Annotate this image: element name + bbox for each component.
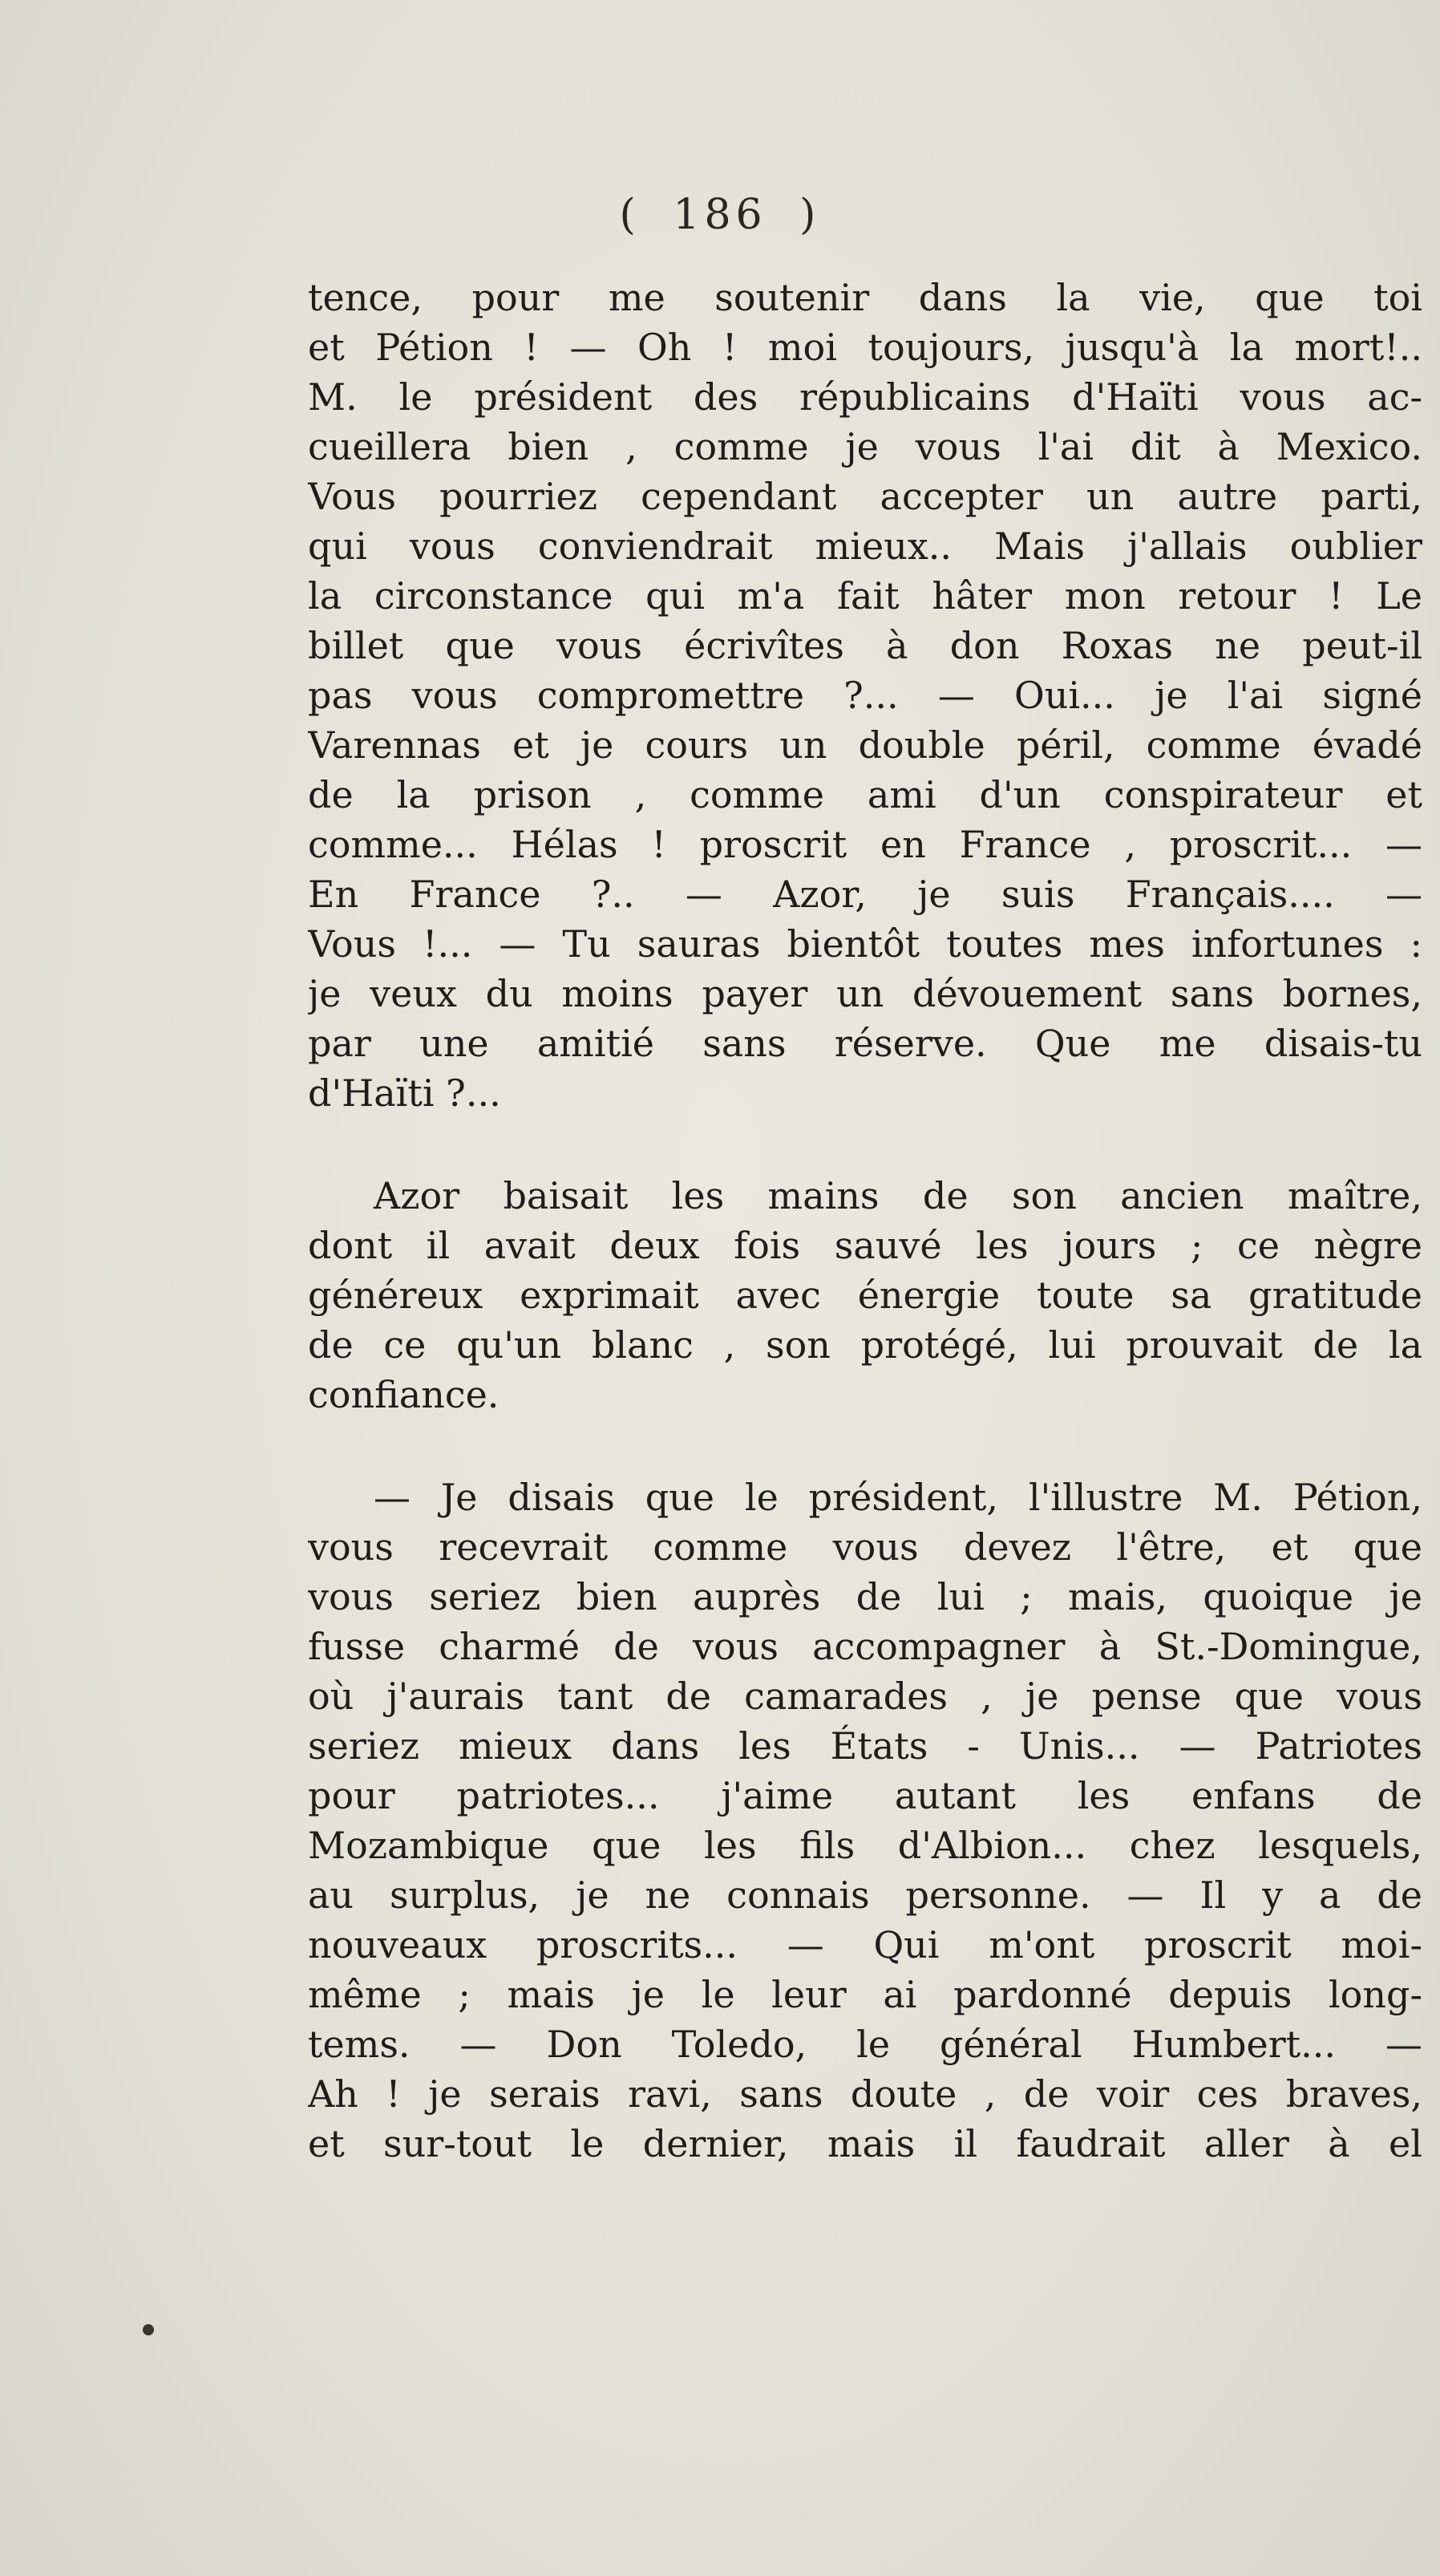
text-line: nouveaux proscrits... — Qui m'ont proscrit moi-	[308, 1923, 1422, 1966]
text-line: et Pétion ! — Oh ! moi toujours, jusqu'à la mort!..	[308, 326, 1422, 369]
text-line: vous seriez bien auprès de lui ; mais, quoique je	[308, 1575, 1422, 1618]
text-line: pour patriotes... j'aime autant les enfans de	[308, 1774, 1422, 1817]
ink-speck	[143, 2324, 154, 2335]
paragraph-2	[308, 1171, 1422, 1420]
text-line: fusse charmé de vous accompagner à St.-Domingue,	[308, 1625, 1422, 1668]
text-line: — Je disais que le président, l'illustre M. Pétion,	[374, 1476, 1422, 1519]
text-line: seriez mieux dans les États - Unis... — Patriotes	[308, 1724, 1422, 1768]
text-line: Varennas et je cours un double péril, comme évadé	[308, 723, 1422, 767]
text-line: M. le président des républicains d'Haïti vous ac-	[308, 375, 1422, 419]
paragraph-3	[308, 1472, 1422, 2169]
text-line: dont il avait deux fois sauvé les jours ; ce nègre	[308, 1224, 1422, 1267]
text-line: En France ?.. — Azor, je suis Français.... —	[308, 873, 1422, 916]
text-line: même ; mais je le leur ai pardonné depuis long-	[308, 1973, 1422, 2016]
text-line: de ce qu'un blanc , son protégé, lui prouvait de la	[308, 1323, 1422, 1367]
text-line: généreux exprimait avec énergie toute sa gratitude	[308, 1274, 1422, 1317]
text-line: tems. — Don Toledo, le général Humbert... —	[308, 2023, 1422, 2066]
text-line: confiance.	[308, 1373, 500, 1416]
paragraph-gap	[308, 1118, 1422, 1171]
text-line: pas vous compromettre ?... — Oui... je l'ai signé	[308, 674, 1422, 717]
text-line: qui vous conviendrait mieux.. Mais j'allais oublier	[308, 525, 1422, 568]
text-line: Vous !... — Tu sauras bientôt toutes mes infortunes :	[308, 922, 1422, 966]
text-line: la circonstance qui m'a fait hâter mon retour ! Le	[308, 574, 1422, 618]
paragraph-gap	[308, 1420, 1422, 1472]
text-line: d'Haïti ?...	[308, 1071, 501, 1115]
text-line: de la prison , comme ami d'un conspirateur et	[308, 773, 1422, 816]
text-line: Vous pourriez cependant accepter un autre parti,	[308, 475, 1422, 518]
text-line: tence, pour me soutenir dans la vie, que toi	[308, 276, 1422, 319]
text-line: Ah ! je serais ravi, sans doute , de voir ces braves,	[308, 2072, 1422, 2116]
text-line: au surplus, je ne connais personne. — Il y a de	[308, 1873, 1422, 1917]
text-line: cueillera bien , comme je vous l'ai dit à Mexico.	[308, 425, 1422, 468]
text-line: je veux du moins payer un dévouement sans bornes,	[308, 972, 1422, 1015]
text-line: Azor baisait les mains de son ancien maître,	[374, 1174, 1422, 1217]
text-line: Mozambique que les fils d'Albion... chez lesquels,	[308, 1824, 1422, 1867]
text-line: billet que vous écrivîtes à don Roxas ne peut-il	[308, 624, 1422, 667]
page-number: ( 186 )	[619, 191, 821, 239]
text-line: comme... Hélas ! proscrit en France , proscrit... —	[308, 823, 1422, 866]
text-line: par une amitié sans réserve. Que me disais-tu	[308, 1022, 1422, 1065]
body-text	[308, 273, 1422, 2169]
paragraph-1	[308, 273, 1422, 1118]
text-line: et sur-tout le dernier, mais il faudrait aller à el	[308, 2122, 1422, 2165]
text-line: vous recevrait comme vous devez l'être, et que	[308, 1525, 1422, 1569]
page-number-value: 186	[673, 191, 767, 239]
text-line: où j'aurais tant de camarades , je pense que vous	[308, 1675, 1422, 1718]
